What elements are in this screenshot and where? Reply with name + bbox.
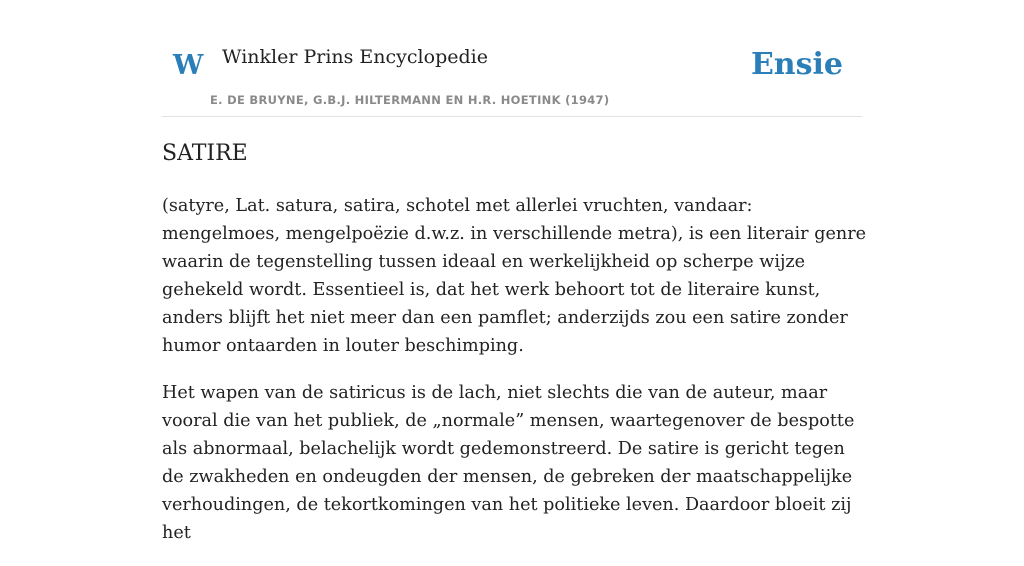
site-header: [162, 0, 862, 117]
entry-title: SATIRE: [162, 141, 248, 166]
entry-body: [162, 192, 866, 566]
source-title[interactable]: Winkler Prins Encyclopedie: [222, 46, 488, 68]
source-authors: E. DE BRUYNE, G.B.J. HILTERMANN EN H.R. HOETINK (1947): [210, 93, 610, 107]
entry-paragraph: (satyre, Lat. satura, satira, schotel met allerlei vruchten, vandaar: mengelmoes, mengelpoëzie d.w.z. in verschillende metra), is een literair genre waarin de tegenstelling tussen ideaal en werkelijkheid op scherpe wijze gehekeld wordt. Essentieel is, dat het werk behoort tot de literaire kunst, anders blijft het niet meer dan een pamflet; anderzijds zou een satire zonder humor ontaarden in louter beschimping.: [162, 196, 867, 356]
source-logo-icon[interactable]: W: [173, 50, 204, 81]
entry-paragraph: Het wapen van de satiricus is de lach, niet slechts die van de auteur, maar vooral die van het publiek, de „normale” mensen, waartegenover de bespotte als abnormaal, belachelijk wordt gedemonstreerd. De satire is gericht tegen de zwakheden en ondeugden der mensen, de gebreken der maatschappelijke verhoudingen, de tekortkomingen van het politieke leven. Daardoor bloeit zij het: [162, 383, 855, 543]
brand-logo[interactable]: Ensie: [750, 47, 843, 82]
